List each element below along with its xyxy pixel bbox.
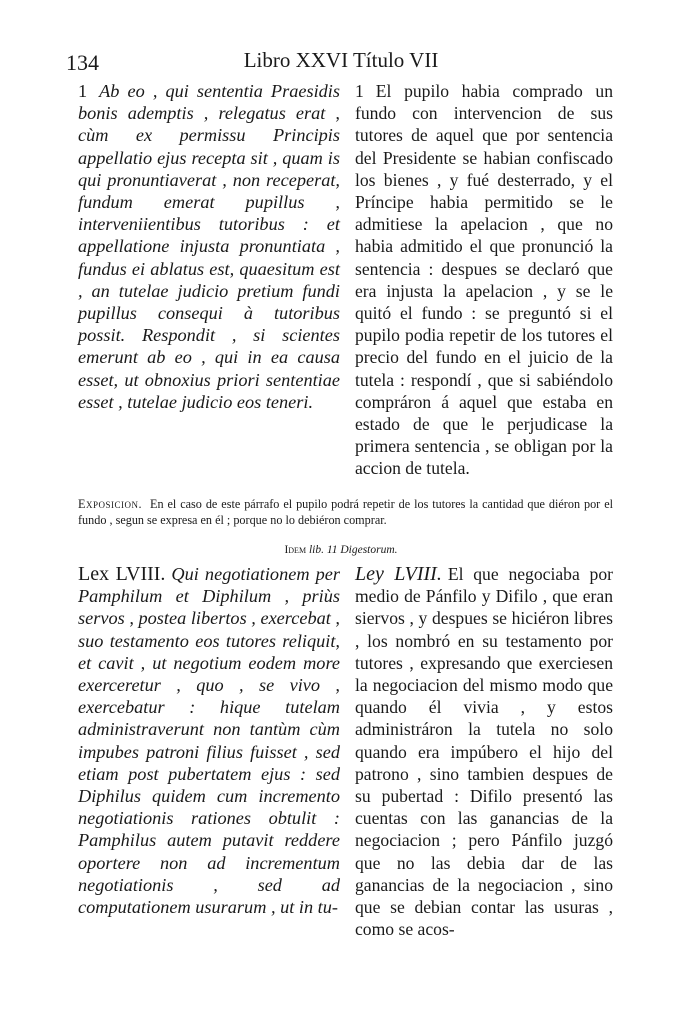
- ley-label: Ley LVIII.: [355, 563, 442, 585]
- latin-text: Qui negotiationem per Pamphilum et Diphilum , priùs servos , postea libertos , exercebat , suo testamento eos tutores reliquit, et cavit , ut negotium eodem more exerceretur , quo , se vivo , exercebatur : hique tutelam administraverunt non tantùm cùm impubes patroni filius fuisset , sed etiam post pubertatem ejus : sed Diphilus quidem cum incremento negotiationis rationes obtulit : Pamphilus autem putavit reddere oportere non ad incrementum negotiationis , sed ad computationem usurarum , ut in tu-: [78, 564, 340, 918]
- spanish-ley-58: [355, 563, 613, 940]
- lex-label: Lex LVIII.: [78, 563, 166, 585]
- latin-lex-58: [78, 563, 340, 918]
- exposition-note: [78, 496, 613, 528]
- exposition-text: En el caso de este párrafo el pupilo podrá repetir de los tutores la cantidad que diéron por el fundo , segun se expresa en él ; porque no lo debiéron comprar.: [78, 497, 613, 527]
- spanish-column-section2: [355, 563, 613, 940]
- spanish-column-section1: [355, 80, 613, 480]
- source-work: lib. 11 Digestorum.: [308, 544, 398, 556]
- latin-column-section1: [78, 80, 340, 413]
- spanish-text: El que negociaba por medio de Pánfilo y Difilo , que eran siervos , y despues se hiciéron libres , los nombró en su testamento por tutores , expresando que exerciesen la negociacion del mismo modo que quando él vivia , y estos administráron la tutela no solo quando era impúbero el hijo del patrono , sino tambien despues de su pubertad : Difilo presentó las cuentas con las ganancias de la negociacion ; pero Pánfilo juzgó que no las debia dar de las ganancias de la negociacion , sino que se debian contar las usuras , como se acos-: [355, 564, 613, 940]
- latin-paragraph-1: [78, 80, 340, 413]
- source-author: Idem: [284, 544, 307, 556]
- spanish-text: El pupilo habia comprado un fundo con intervencion de sus tutores de aquel que por sentencia del Presidente se habian confiscado los bienes , y fué desterrado, y el Príncipe habia permitido se le admitiese la apelacion , que no habia admitido el que pronunció la sentencia : despues se declaró que era injusta la apelacion , y se le quitó el fundo : se preguntó si el pupilo podia repetir de los tutores el precio del fundo en el juicio de la tutela : respondí , que si sabiéndolo compráron á aquel que estaba en estado de que le perjudicase la primera sentencia , se obligan por la accion de tutela.: [355, 81, 613, 479]
- paragraph-number: 1: [78, 81, 88, 101]
- source-citation: [0, 544, 682, 556]
- paragraph-number: 1: [355, 81, 364, 101]
- latin-text: Ab eo , qui sententia Praesidis bonis ademptis , relegatus erat , cùm ex permissu Principis appellatio ejus recepta sit , quam is qui pronuntiaverat , non receperat, fundum emerat pupillus , interveniientibus tutoribus : et appellatione injusta pronuntiata , fundus ei ablatus est, quaesitum est , an tutelae judicio pretium fundi pupillus consequi à tutoribus possit. Respondit , si scientes emerunt ab eo , qui in ea causa esset, ut obnoxius priori sententiae esset , tutelae judicio eos teneri.: [78, 81, 340, 412]
- exposition-label: Exposicion.: [78, 497, 142, 511]
- page-number: 134: [66, 50, 99, 75]
- spanish-paragraph-1: [355, 80, 613, 480]
- latin-column-section2: [78, 563, 340, 918]
- running-head: Libro XXVI Título VII: [243, 48, 439, 72]
